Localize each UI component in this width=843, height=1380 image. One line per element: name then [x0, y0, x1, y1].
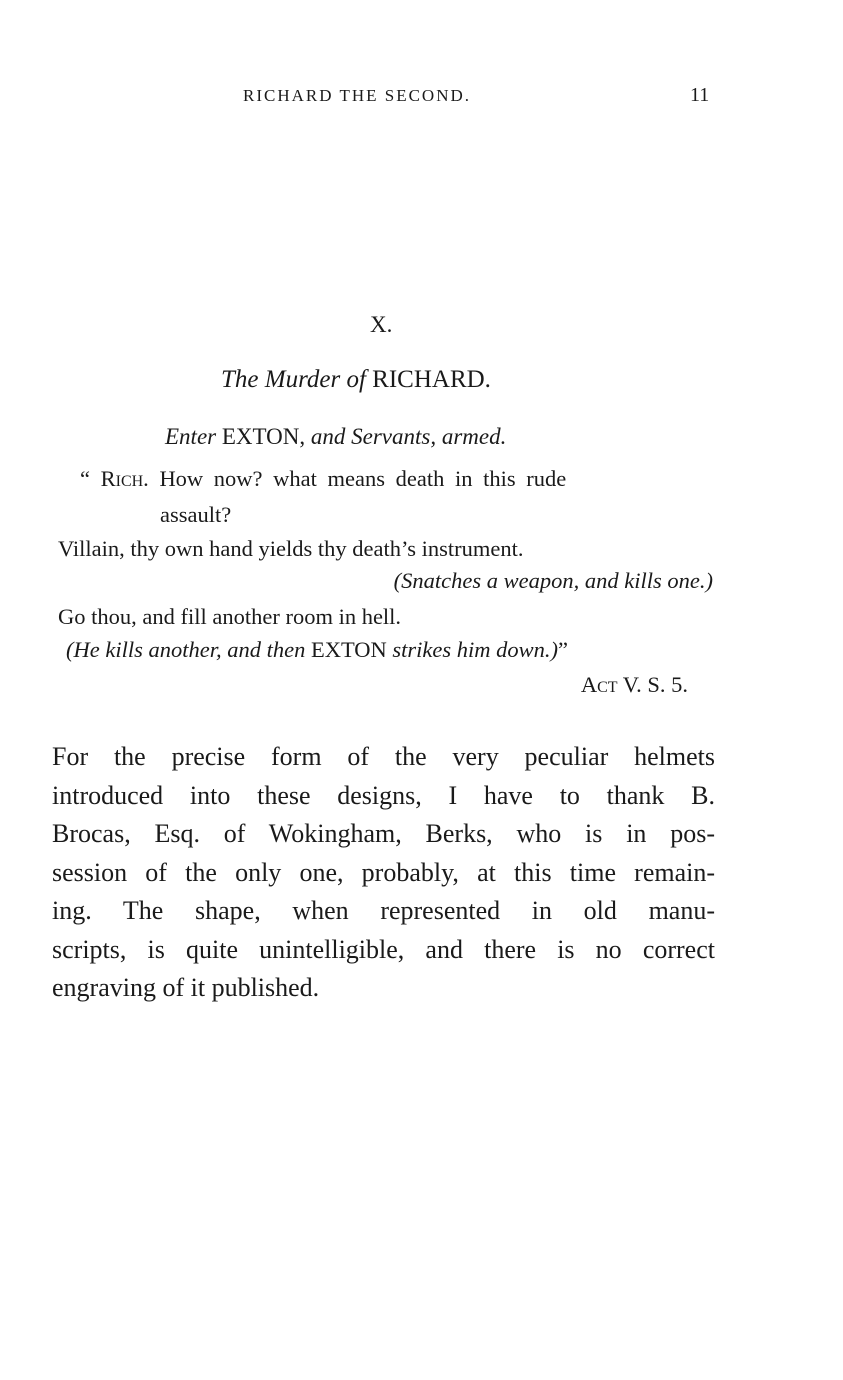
stage-entry-enter: Enter — [165, 424, 217, 449]
stage-direction-snatch: (Snatches a weapon, and kills one.) — [393, 568, 713, 593]
paragraph-line: For the precise form of the very peculiar helmets — [52, 742, 715, 771]
dialogue-text: How now? what means death in this rude — [159, 466, 567, 491]
scene-title-italic: The Murder of — [221, 366, 366, 393]
dialogue-line-2: assault? — [160, 502, 232, 527]
stage-direction-exton — [66, 637, 568, 663]
paragraph-line: engraving of it published. — [52, 973, 320, 1002]
page-number: 11 — [690, 84, 710, 106]
dialogue-line-3: Villain, thy own hand yields thy death’s instrument. — [58, 536, 524, 561]
dialogue-line-1 — [80, 466, 566, 492]
section-numeral: X. — [370, 312, 393, 337]
direction-post: strikes him down.) — [392, 637, 559, 662]
paragraph-line: introduced into these designs, I have to thank B. — [52, 780, 715, 810]
running-title: RICHARD THE SECOND. — [243, 86, 472, 105]
paragraph-line: session of the only one, probably, at this time remain- — [52, 857, 715, 887]
paragraph-line: scripts, is quite unintelligible, and there is no correct — [52, 934, 715, 964]
footnote-paragraph — [52, 738, 715, 1008]
stage-direction-entry — [165, 424, 506, 450]
stage-entry-rest: and Servants, armed. — [310, 424, 507, 449]
paragraph-line: ing. The shape, when represented in old manu- — [52, 896, 715, 925]
scene-title-name: RICHARD. — [372, 366, 491, 393]
direction-name: EXTON — [310, 637, 387, 662]
scene-title — [221, 366, 491, 394]
speaker-name: Rich. — [100, 466, 149, 491]
dialogue-line-5: Go thou, and fill another room in hell. — [58, 604, 402, 629]
stage-entry-name: EXTON, — [221, 424, 306, 449]
open-quote: “ — [80, 466, 90, 491]
direction-pre: (He kills another, and then — [66, 637, 306, 662]
paragraph-line: Brocas, Esq. of Wokingham, Berks, who is in pos- — [52, 819, 715, 848]
close-quote: ” — [558, 637, 569, 662]
act-citation: Act V. S. 5. — [580, 672, 688, 697]
